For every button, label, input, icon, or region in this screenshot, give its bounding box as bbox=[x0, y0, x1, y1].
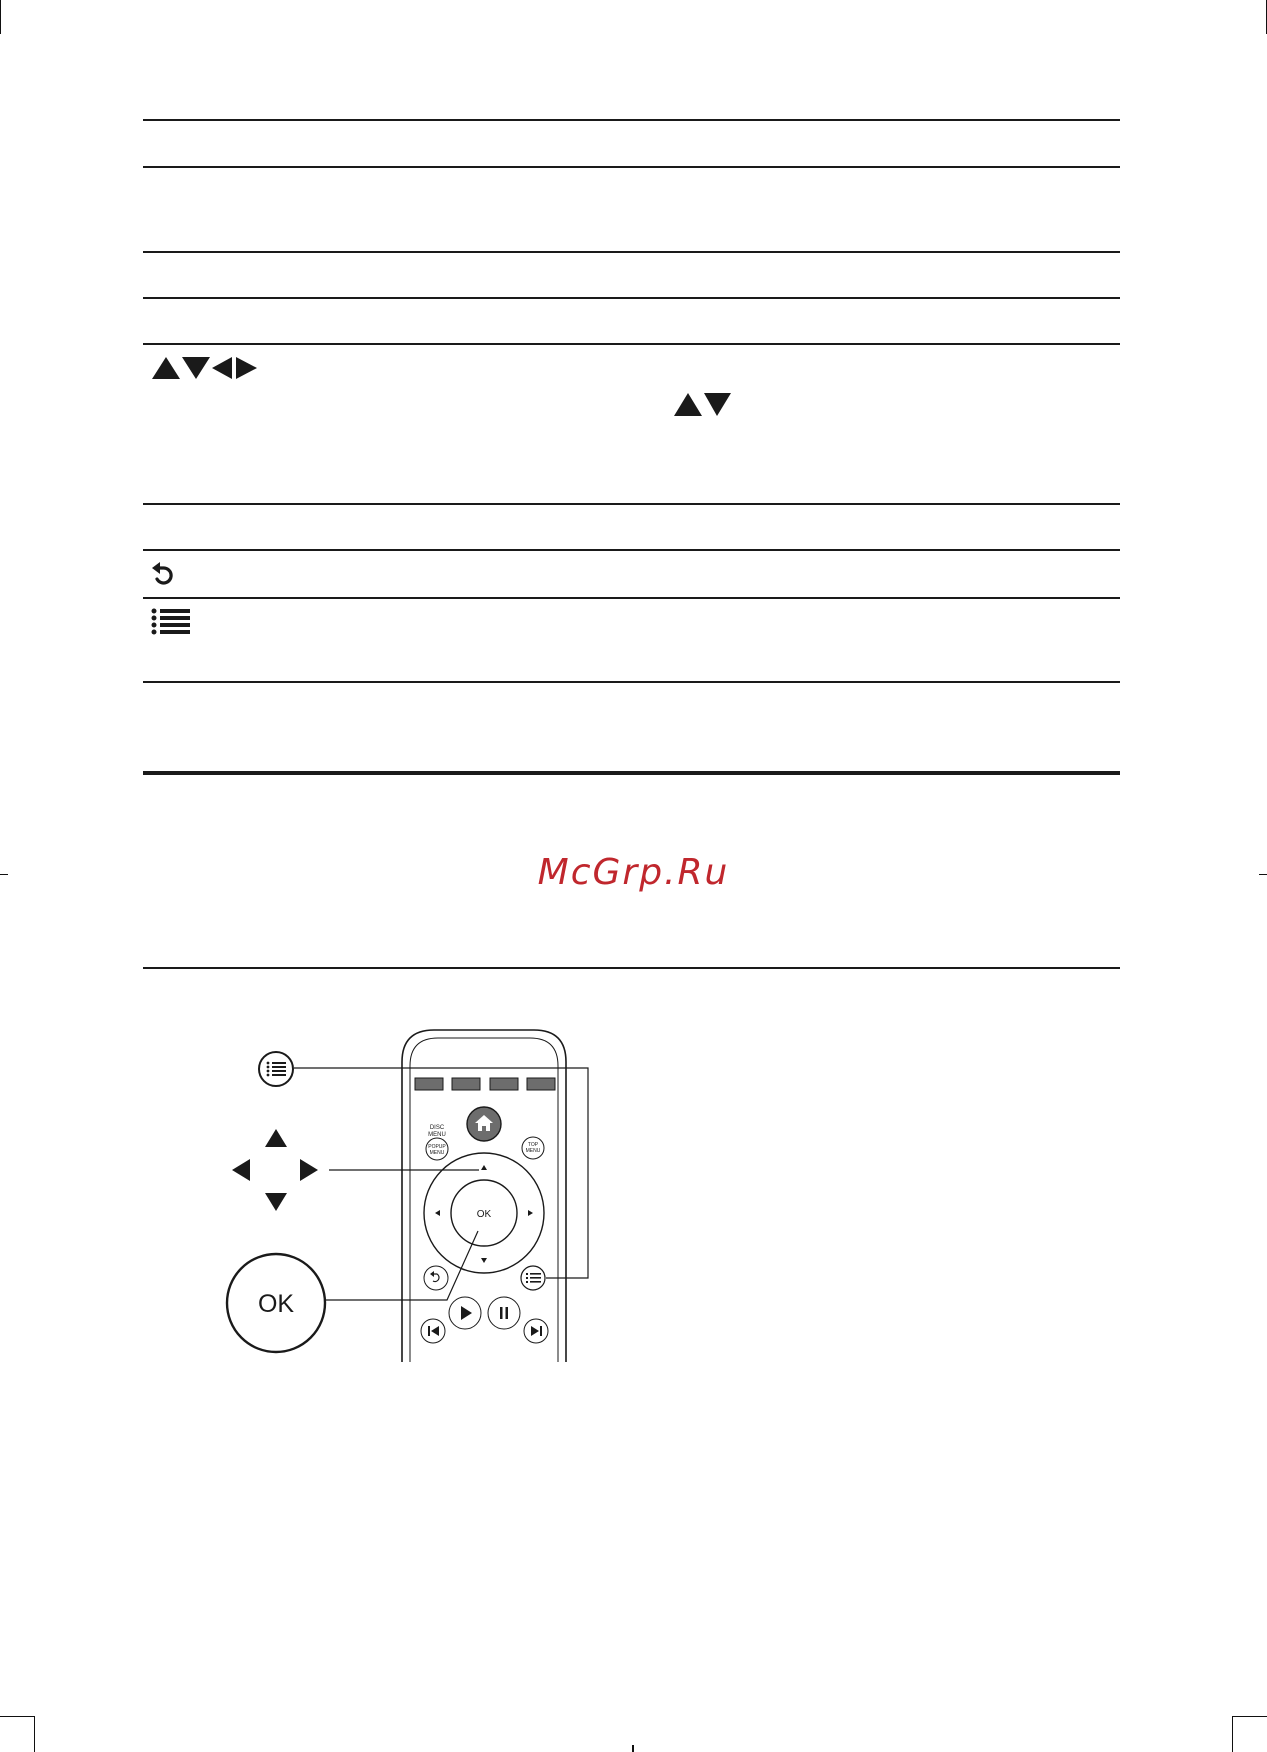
remote-options-button[interactable] bbox=[521, 1266, 545, 1290]
next-button[interactable] bbox=[524, 1319, 548, 1343]
callout-ok-label: OK bbox=[257, 1290, 295, 1318]
pause-button[interactable] bbox=[488, 1297, 520, 1329]
color-button-4[interactable] bbox=[527, 1078, 555, 1090]
callout-options-button bbox=[259, 1052, 293, 1086]
popup-menu-button[interactable] bbox=[426, 1138, 448, 1160]
color-button-1[interactable] bbox=[415, 1078, 443, 1090]
watermark-logo: McGrp.Ru bbox=[537, 852, 730, 893]
remote-ok-label: OK bbox=[476, 1209, 492, 1220]
color-button-3[interactable] bbox=[490, 1078, 518, 1090]
home-button[interactable] bbox=[467, 1107, 501, 1141]
callout-navigation-arrows-icon bbox=[232, 1129, 318, 1211]
previous-button[interactable] bbox=[421, 1319, 445, 1343]
disc-menu-label-line2: MENU bbox=[428, 1132, 446, 1138]
top-menu-label-line2: MENU bbox=[525, 1148, 541, 1154]
play-button[interactable] bbox=[449, 1297, 481, 1329]
top-menu-label-line1: TOP bbox=[527, 1142, 539, 1148]
color-button-2[interactable] bbox=[452, 1078, 480, 1090]
popup-menu-label-line1: POPUP bbox=[428, 1144, 446, 1150]
disc-menu-label-line1: DISC bbox=[429, 1125, 445, 1131]
remote-back-button[interactable] bbox=[424, 1266, 448, 1290]
top-menu-button[interactable] bbox=[522, 1137, 544, 1159]
callout-ok-button bbox=[227, 1254, 325, 1352]
remote-ok-button[interactable] bbox=[451, 1180, 517, 1246]
pause-icon bbox=[500, 1307, 503, 1319]
popup-menu-label-line2: MENU bbox=[429, 1150, 445, 1156]
